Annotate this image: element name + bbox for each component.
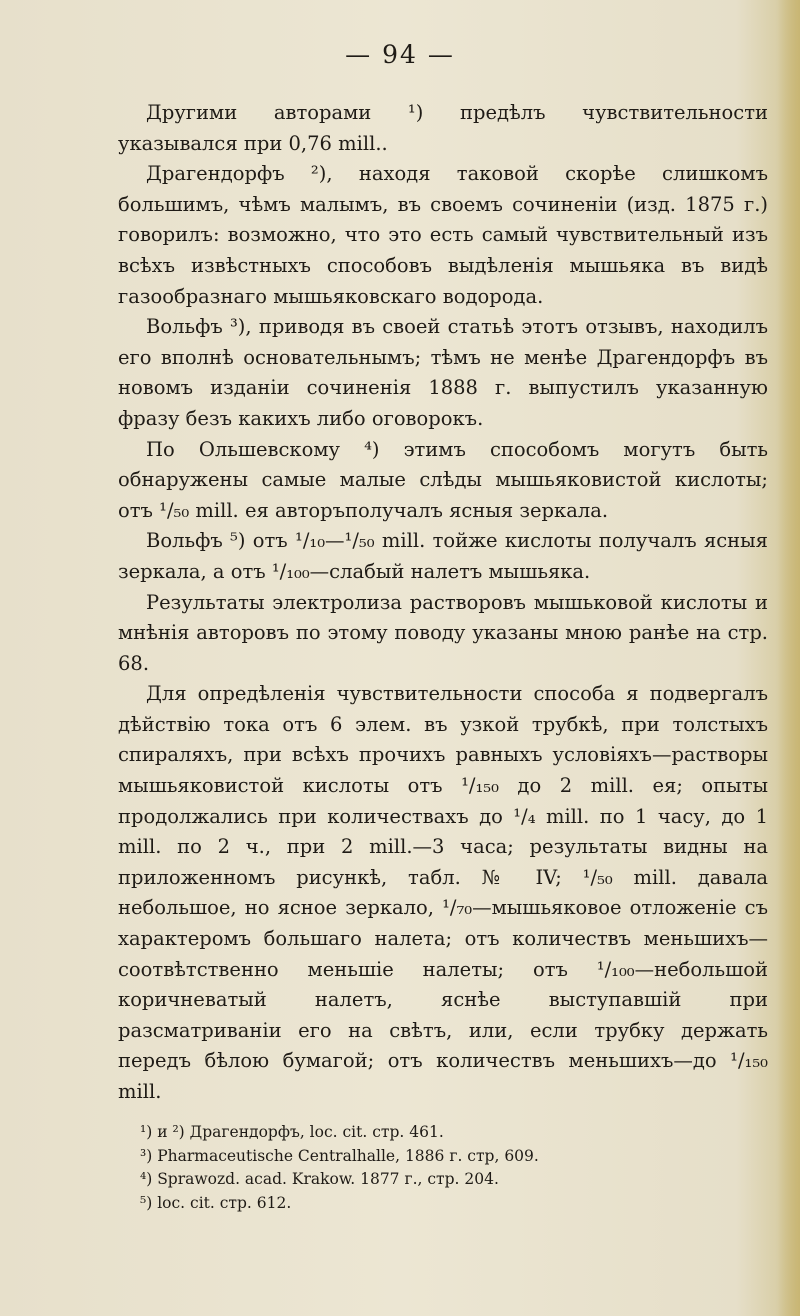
paragraph: Другими авторами ¹) предѣлъ чувствительности указывался при 0,76 mill.. [118,101,768,155]
footnote: ⁵) loc. cit. стр. 612. [140,1193,292,1212]
page-number: — 94 — [345,40,455,69]
footnote: ³) Pharmaceutische Centralhalle, 1886 г. стр, 609. [140,1146,539,1165]
paragraph: Результаты электролиза растворовъ мышьковой кислоты и мнѣнія авторовъ по этому поводу указаны мною ранѣе на стр. 68. [118,590,768,675]
paragraph: Вольфъ ⁵) отъ ¹/₁₀—¹/₅₀ mill. тойже кислоты получалъ ясныя зеркала, а отъ ¹/₁₀₀—слабый налетъ мышьяка. [118,529,768,583]
footnote: ⁴) Sprawozd. acad. Krakow. 1877 г., стр. 204. [140,1170,499,1189]
main-text [118,98,768,1108]
footnote: ¹) и ²) Драгендорфъ, loc. cit. стр. 461. [140,1123,444,1141]
paragraph: По Ольшевскому ⁴) этимъ способомъ могутъ быть обнаружены самые малые слѣды мышьяковистой кислоты; отъ ¹/₅₀ mill. ея авторъполучалъ ясныя зеркала. [118,437,768,522]
page-edge-shadow [778,0,800,1316]
paragraph: Вольфъ ³), приводя въ своей статьѣ этотъ отзывъ, находилъ его вполнѣ основательнымъ; тѣмъ не менѣе Драгендорфъ въ новомъ изданіи сочиненія 1888 г. выпустилъ указанную фразу безъ какихъ либо оговорокъ. [118,315,768,430]
paragraph: Драгендорфъ ²), находя таковой скорѣе слишкомъ большимъ, чѣмъ малымъ, въ своемъ сочиненіи (изд. 1875 г.) говорилъ: возможно, что это есть самый чувствительный изъ всѣхъ извѣстныхъ способовъ выдѣленія мышьяка въ видѣ газообразнаго мышьяковскаго водорода. [118,162,768,308]
footnotes [140,1121,760,1215]
paragraph: Для опредѣленія чувствительности способа я подвергалъ дѣйствію тока отъ 6 элем. въ узкой трубкѣ, при толстыхъ спираляхъ, при всѣхъ прочихъ равныхъ условіяхъ—растворы мышьяковистой кислоты отъ ¹/₁₅₀ до 2 mill. ея; опыты продолжались при количествахъ до ¹/₄ mill. по 1 часу, до 1 mill. по 2 ч., при 2 mill.—3 часа; результаты видны на приложенномъ рисункѣ, табл. № IV; ¹/₅₀ mill. давала небольшое, но ясное зеркало, ¹/₇₀—мышьяковое отложеніе съ характеромъ большаго налета; отъ количествъ меньшихъ—соотвѣтственно меньшіе налеты; отъ ¹/₁₀₀—небольшой коричневатый налетъ, яснѣе выступавшій при разсматриваніи его на свѣтъ, или, если трубку держать передъ бѣлою бумагой; отъ количествъ меньшихъ—до ¹/₁₅₀ mill. [118,682,768,1103]
